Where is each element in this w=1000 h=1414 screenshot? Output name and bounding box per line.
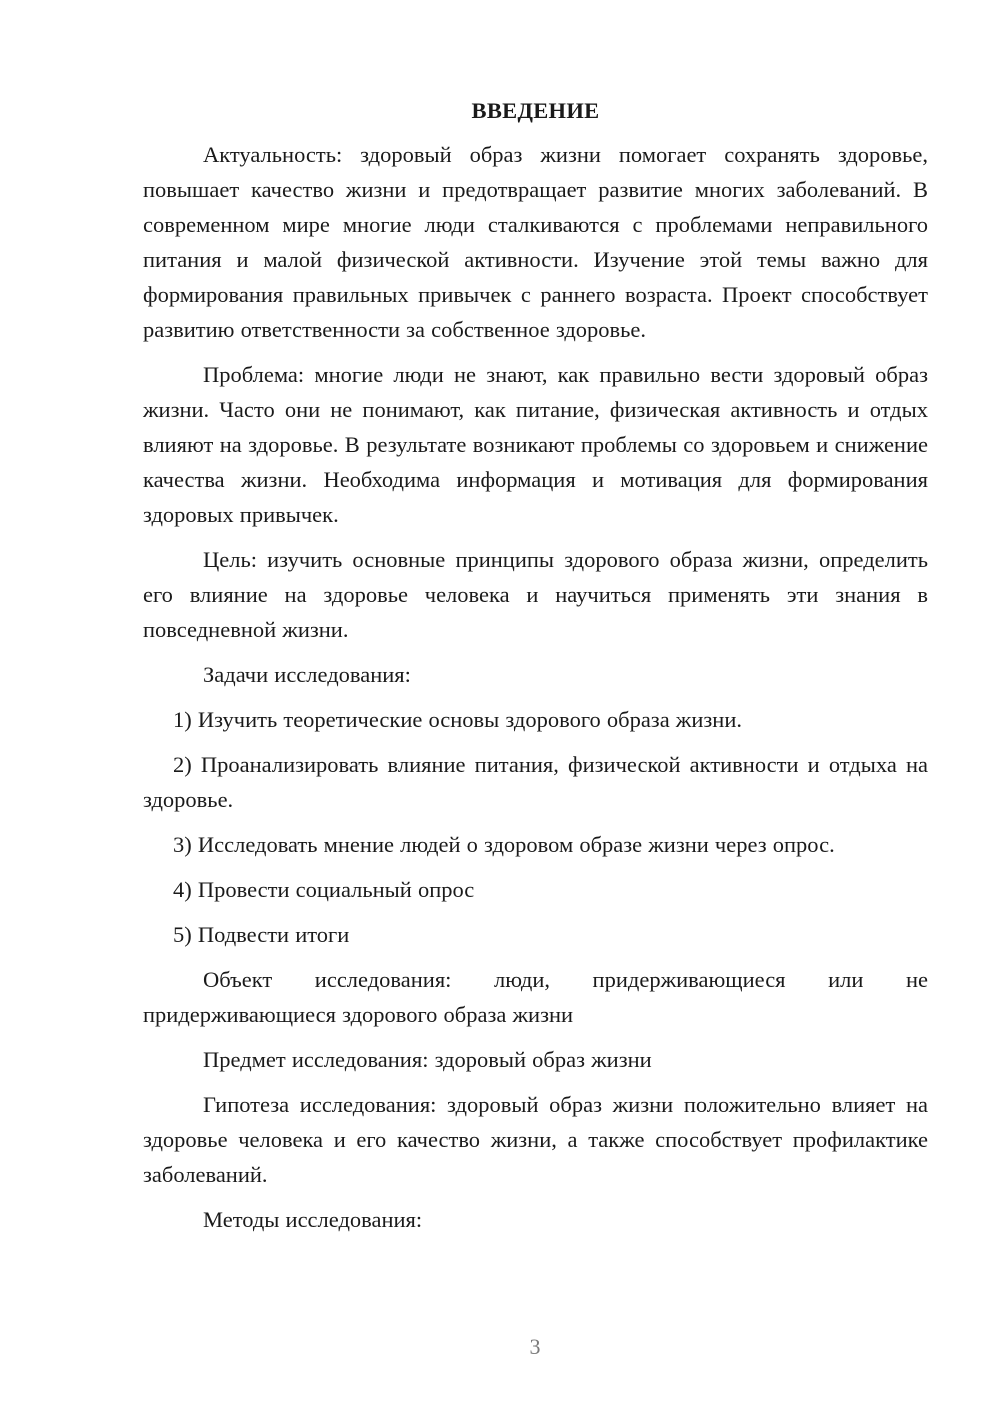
paragraph-goal: Цель: изучить основные принципы здорового образа жизни, определить его влияние на здоровье человека и научиться применять эти знания в повседневной жизни. (143, 547, 928, 642)
paragraph-relevance: Актуальность: здоровый образ жизни помогает сохранять здоровье, повышает качество жизни и предотвращает развитие многих заболеваний. В современном мире многие люди сталкиваются с проблемами неправильного питания и малой физической активности. Изучение этой темы важно для формирования правильных привычек с раннего возраста. Проект способствует развитию ответственности за собственное здоровье. (143, 142, 928, 342)
section-heading: ВВЕДЕНИЕ (471, 98, 600, 123)
paragraph-hypothesis: Гипотеза исследования: здоровый образ жизни положительно влияет на здоровье человека и его качество жизни, а также способствует профилактике заболеваний. (143, 1092, 928, 1187)
list-item-task-4: 4) Провести социальный опрос (173, 877, 475, 902)
paragraph-subject: Предмет исследования: здоровый образ жизни (203, 1047, 652, 1072)
page-number: 3 (529, 1334, 541, 1359)
paragraph-problem: Проблема: многие люди не знают, как правильно вести здоровый образ жизни. Часто они не понимают, как питание, физическая активность и отдых влияют на здоровье. В результате возникают проблемы со здоровьем и снижение качества жизни. Необходима информация и мотивация для формирования здоровых привычек. (143, 362, 928, 527)
list-item-task-1: 1) Изучить теоретические основы здорового образа жизни. (173, 707, 742, 732)
list-item-task-5: 5) Подвести итоги (173, 922, 350, 947)
list-item-task-2: 2) Проанализировать влияние питания, физической активности и отдыха на здоровье. (143, 752, 928, 812)
page-content (143, 95, 928, 1247)
paragraph-tasks-heading: Задачи исследования: (203, 662, 411, 687)
paragraph-methods: Методы исследования: (203, 1207, 423, 1232)
paragraph-object: Объект исследования: люди, придерживающиеся или не придерживающиеся здорового образа жизни (143, 967, 928, 1027)
list-item-task-3: 3) Исследовать мнение людей о здоровом образе жизни через опрос. (173, 832, 835, 857)
